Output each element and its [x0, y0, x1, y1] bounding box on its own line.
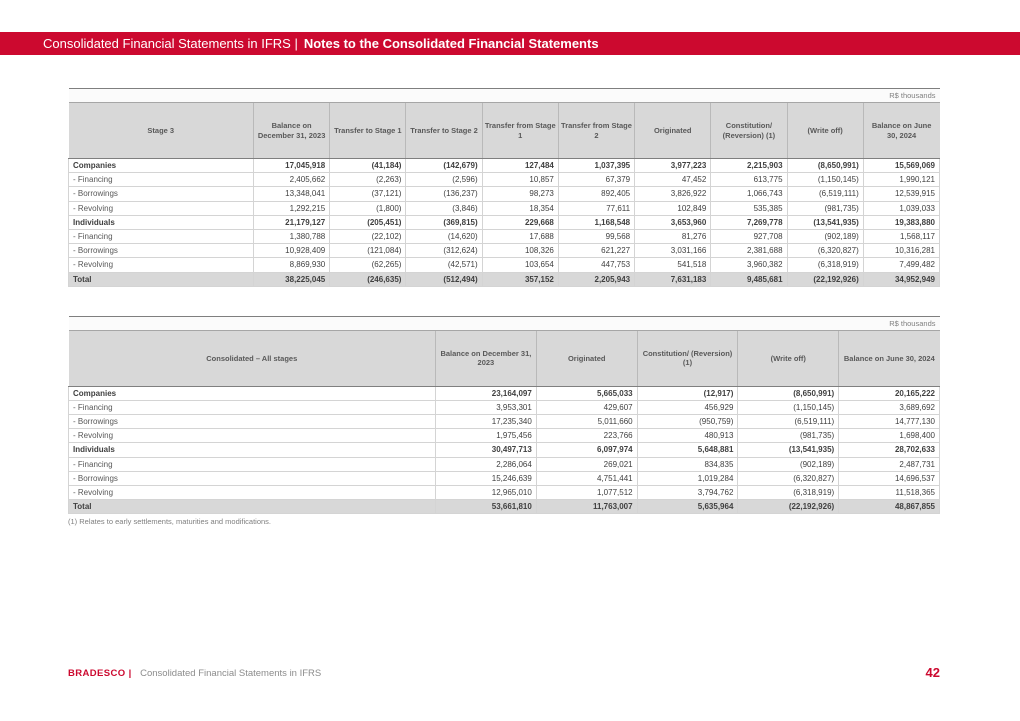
- value-cell: 7,499,482: [863, 258, 939, 272]
- value-cell: 5,635,964: [637, 500, 738, 514]
- header-subsection-title: Notes to the Consolidated Financial Statements: [303, 36, 599, 51]
- row-label: - Revolving: [69, 429, 436, 443]
- row-label: - Revolving: [69, 258, 254, 272]
- value-cell: 99,568: [558, 229, 634, 243]
- value-cell: 1,990,121: [863, 173, 939, 187]
- table-row: [69, 229, 940, 243]
- value-cell: (14,620): [406, 229, 482, 243]
- value-cell: (2,596): [406, 173, 482, 187]
- value-cell: 3,653,960: [635, 215, 711, 229]
- value-cell: 1,039,033: [863, 201, 939, 215]
- value-cell: 834,835: [637, 457, 738, 471]
- value-cell: 1,568,117: [863, 229, 939, 243]
- column-header: Balance on June 30, 2024: [863, 103, 939, 159]
- value-cell: 541,518: [635, 258, 711, 272]
- table-header-row: [69, 330, 940, 386]
- value-cell: 613,775: [711, 173, 787, 187]
- value-cell: 98,273: [482, 187, 558, 201]
- currency-label: R$ thousands: [69, 89, 940, 103]
- row-label: - Borrowings: [69, 415, 436, 429]
- value-cell: 12,965,010: [436, 486, 537, 500]
- value-cell: 7,631,183: [635, 272, 711, 286]
- value-cell: 7,269,778: [711, 215, 787, 229]
- value-cell: 3,826,922: [635, 187, 711, 201]
- value-cell: 892,405: [558, 187, 634, 201]
- row-label: - Borrowings: [69, 187, 254, 201]
- value-cell: 10,857: [482, 173, 558, 187]
- row-label: - Financing: [69, 400, 436, 414]
- table-row: [69, 386, 940, 400]
- column-header: Transfer to Stage 2: [406, 103, 482, 159]
- value-cell: 1,292,215: [254, 201, 330, 215]
- value-cell: 48,867,855: [839, 500, 940, 514]
- table-row: [69, 471, 940, 485]
- value-cell: (950,759): [637, 415, 738, 429]
- value-cell: 927,708: [711, 229, 787, 243]
- row-label: - Borrowings: [69, 244, 254, 258]
- row-label: Companies: [69, 159, 254, 173]
- value-cell: 103,654: [482, 258, 558, 272]
- value-cell: (902,189): [738, 457, 839, 471]
- value-cell: 2,487,731: [839, 457, 940, 471]
- column-header: (Write off): [738, 330, 839, 386]
- value-cell: (6,318,919): [787, 258, 863, 272]
- row-label: Individuals: [69, 215, 254, 229]
- value-cell: (121,084): [330, 244, 406, 258]
- table-row: [69, 429, 940, 443]
- value-cell: (42,571): [406, 258, 482, 272]
- value-cell: 67,379: [558, 173, 634, 187]
- value-cell: 10,928,409: [254, 244, 330, 258]
- value-cell: 20,165,222: [839, 386, 940, 400]
- value-cell: (136,237): [406, 187, 482, 201]
- column-header: Constitution/ (Reversion) (1): [637, 330, 738, 386]
- value-cell: (3,846): [406, 201, 482, 215]
- stage3-table: [68, 88, 940, 287]
- column-header: Balance on December 31, 2023: [254, 103, 330, 159]
- value-cell: 77,611: [558, 201, 634, 215]
- row-label: Total: [69, 272, 254, 286]
- row-label: - Financing: [69, 229, 254, 243]
- value-cell: 3,953,301: [436, 400, 537, 414]
- value-cell: 2,381,688: [711, 244, 787, 258]
- value-cell: 47,452: [635, 173, 711, 187]
- value-cell: 18,354: [482, 201, 558, 215]
- value-cell: 3,794,762: [637, 486, 738, 500]
- row-label: Individuals: [69, 443, 436, 457]
- value-cell: 447,753: [558, 258, 634, 272]
- value-cell: (6,320,827): [787, 244, 863, 258]
- header-bar: [0, 32, 1020, 55]
- table-row: [69, 187, 940, 201]
- value-cell: 3,031,166: [635, 244, 711, 258]
- value-cell: 127,484: [482, 159, 558, 173]
- value-cell: (1,800): [330, 201, 406, 215]
- value-cell: 229,668: [482, 215, 558, 229]
- value-cell: 223,766: [536, 429, 637, 443]
- value-cell: 15,246,639: [436, 471, 537, 485]
- value-cell: (8,650,991): [787, 159, 863, 173]
- value-cell: (13,541,935): [738, 443, 839, 457]
- value-cell: 535,385: [711, 201, 787, 215]
- value-cell: (62,265): [330, 258, 406, 272]
- value-cell: 2,215,903: [711, 159, 787, 173]
- table-row: [69, 500, 940, 514]
- value-cell: (1,150,145): [738, 400, 839, 414]
- table-row: [69, 272, 940, 286]
- value-cell: 1,066,743: [711, 187, 787, 201]
- table-title-cell: Consolidated – All stages: [69, 330, 436, 386]
- value-cell: 81,276: [635, 229, 711, 243]
- value-cell: (6,320,827): [738, 471, 839, 485]
- column-header: Constitution/ (Reversion) (1): [711, 103, 787, 159]
- row-label: Companies: [69, 386, 436, 400]
- row-label: - Financing: [69, 173, 254, 187]
- value-cell: 34,952,949: [863, 272, 939, 286]
- value-cell: (22,102): [330, 229, 406, 243]
- value-cell: 621,227: [558, 244, 634, 258]
- page-content: [68, 88, 940, 526]
- value-cell: (8,650,991): [738, 386, 839, 400]
- row-label: - Financing: [69, 457, 436, 471]
- all-stages-table: [68, 316, 940, 515]
- column-header: Transfer to Stage 1: [330, 103, 406, 159]
- value-cell: 8,869,930: [254, 258, 330, 272]
- value-cell: 1,975,456: [436, 429, 537, 443]
- value-cell: 269,021: [536, 457, 637, 471]
- value-cell: (6,519,111): [738, 415, 839, 429]
- value-cell: 2,405,662: [254, 173, 330, 187]
- value-cell: 1,380,788: [254, 229, 330, 243]
- value-cell: 11,518,365: [839, 486, 940, 500]
- value-cell: (6,318,919): [738, 486, 839, 500]
- table-row: [69, 258, 940, 272]
- table-row: [69, 244, 940, 258]
- value-cell: 38,225,045: [254, 272, 330, 286]
- column-header: Transfer from Stage 2: [558, 103, 634, 159]
- row-label: - Revolving: [69, 486, 436, 500]
- table-title-cell: Stage 3: [69, 103, 254, 159]
- value-cell: 3,689,692: [839, 400, 940, 414]
- table-row: [69, 201, 940, 215]
- table-row: [69, 415, 940, 429]
- row-label: - Revolving: [69, 201, 254, 215]
- table-header-row: [69, 103, 940, 159]
- value-cell: (981,735): [787, 201, 863, 215]
- table-row: [69, 486, 940, 500]
- value-cell: 1,077,512: [536, 486, 637, 500]
- value-cell: (6,519,111): [787, 187, 863, 201]
- value-cell: 456,929: [637, 400, 738, 414]
- value-cell: (13,541,935): [787, 215, 863, 229]
- value-cell: (246,635): [330, 272, 406, 286]
- value-cell: (41,184): [330, 159, 406, 173]
- value-cell: 5,648,881: [637, 443, 738, 457]
- value-cell: 15,569,069: [863, 159, 939, 173]
- value-cell: 13,348,041: [254, 187, 330, 201]
- currency-label: R$ thousands: [69, 316, 940, 330]
- footer-brand: BRADESCO |: [68, 668, 132, 679]
- column-header: Balance on June 30, 2024: [839, 330, 940, 386]
- column-header: (Write off): [787, 103, 863, 159]
- value-cell: (142,679): [406, 159, 482, 173]
- currency-label-row: [69, 316, 940, 330]
- value-cell: 53,661,810: [436, 500, 537, 514]
- currency-label-row: [69, 89, 940, 103]
- value-cell: 17,688: [482, 229, 558, 243]
- value-cell: 6,097,974: [536, 443, 637, 457]
- value-cell: (2,263): [330, 173, 406, 187]
- value-cell: 14,696,537: [839, 471, 940, 485]
- table-row: [69, 159, 940, 173]
- table-row: [69, 173, 940, 187]
- value-cell: (1,150,145): [787, 173, 863, 187]
- value-cell: 19,383,880: [863, 215, 939, 229]
- value-cell: (512,494): [406, 272, 482, 286]
- page-number: 42: [925, 664, 940, 680]
- column-header: Balance on December 31, 2023: [436, 330, 537, 386]
- value-cell: (12,917): [637, 386, 738, 400]
- value-cell: 480,913: [637, 429, 738, 443]
- footer-doc-title: Consolidated Financial Statements in IFRS: [140, 668, 322, 679]
- column-header: Originated: [635, 103, 711, 159]
- table-row: [69, 443, 940, 457]
- row-label: - Borrowings: [69, 471, 436, 485]
- value-cell: 1,698,400: [839, 429, 940, 443]
- value-cell: 3,960,382: [711, 258, 787, 272]
- value-cell: (22,192,926): [787, 272, 863, 286]
- value-cell: 11,763,007: [536, 500, 637, 514]
- value-cell: 4,751,441: [536, 471, 637, 485]
- column-header: Originated: [536, 330, 637, 386]
- table-row: [69, 215, 940, 229]
- value-cell: 10,316,281: [863, 244, 939, 258]
- value-cell: 2,286,064: [436, 457, 537, 471]
- table-row: [69, 457, 940, 471]
- page-footer: [68, 663, 940, 681]
- value-cell: 28,702,633: [839, 443, 940, 457]
- value-cell: (312,624): [406, 244, 482, 258]
- value-cell: 23,164,097: [436, 386, 537, 400]
- value-cell: 3,977,223: [635, 159, 711, 173]
- value-cell: 9,485,681: [711, 272, 787, 286]
- row-label: Total: [69, 500, 436, 514]
- value-cell: (37,121): [330, 187, 406, 201]
- value-cell: (902,189): [787, 229, 863, 243]
- value-cell: 108,326: [482, 244, 558, 258]
- value-cell: 5,665,033: [536, 386, 637, 400]
- value-cell: (205,451): [330, 215, 406, 229]
- table-row: [69, 400, 940, 414]
- header-section-title: Consolidated Financial Statements in IFRS |: [43, 36, 298, 51]
- value-cell: (981,735): [738, 429, 839, 443]
- value-cell: (22,192,926): [738, 500, 839, 514]
- value-cell: 1,037,395: [558, 159, 634, 173]
- value-cell: 17,235,340: [436, 415, 537, 429]
- value-cell: 14,777,130: [839, 415, 940, 429]
- value-cell: 5,011,660: [536, 415, 637, 429]
- value-cell: 12,539,915: [863, 187, 939, 201]
- footnote: (1) Relates to early settlements, maturities and modifications.: [68, 517, 272, 527]
- value-cell: 357,152: [482, 272, 558, 286]
- column-header: Transfer from Stage 1: [482, 103, 558, 159]
- value-cell: 1,168,548: [558, 215, 634, 229]
- value-cell: 1,019,284: [637, 471, 738, 485]
- footer-left: [68, 663, 321, 681]
- value-cell: (369,815): [406, 215, 482, 229]
- value-cell: 2,205,943: [558, 272, 634, 286]
- value-cell: 21,179,127: [254, 215, 330, 229]
- value-cell: 102,849: [635, 201, 711, 215]
- value-cell: 17,045,918: [254, 159, 330, 173]
- value-cell: 30,497,713: [436, 443, 537, 457]
- value-cell: 429,607: [536, 400, 637, 414]
